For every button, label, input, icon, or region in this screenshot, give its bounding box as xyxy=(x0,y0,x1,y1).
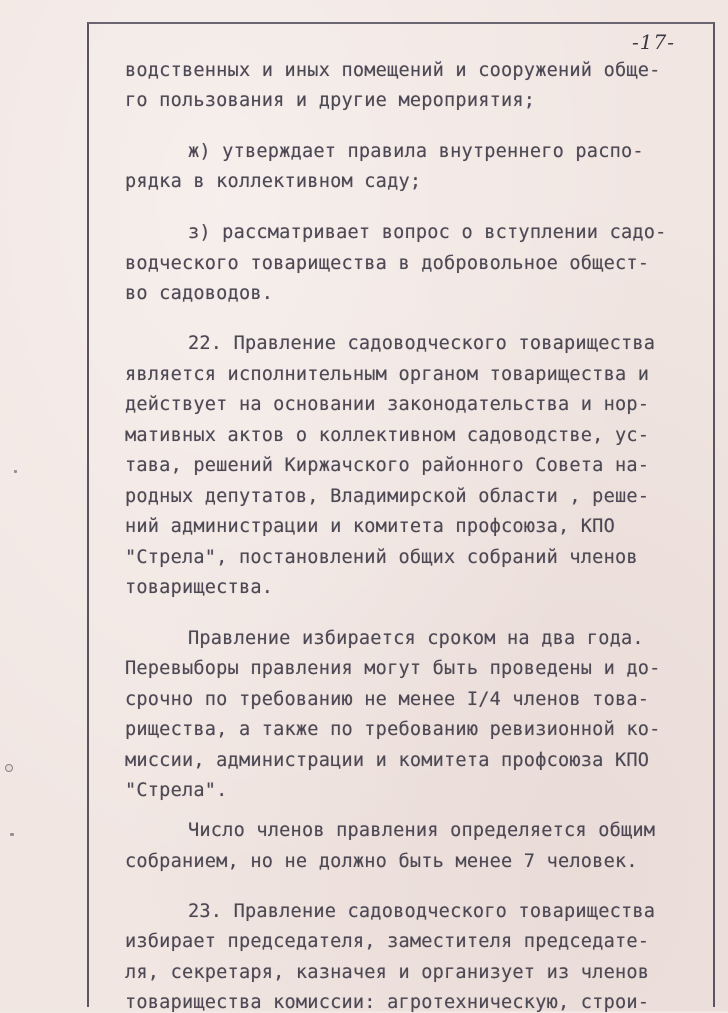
text-line: рищества, а также по требованию ревизионной ко- xyxy=(125,719,661,740)
text-line: Правление избирается сроком на два года. xyxy=(188,628,644,649)
text-line: товарищества комиссии: агротехническую, строи- xyxy=(125,992,650,1013)
paper-mark xyxy=(14,470,17,473)
page-number: -17- xyxy=(632,30,675,54)
text-line: рядка в коллективном саду; xyxy=(125,171,422,192)
text-line: срочно по требованию не менее I/4 членов това- xyxy=(125,689,650,710)
text-line: действует на основании законодательства и нор- xyxy=(125,394,650,415)
text-line: Число членов правления определяется общим xyxy=(188,820,656,841)
text-line: "Стрела". xyxy=(125,780,228,801)
paper-mark xyxy=(10,833,14,836)
text-line: Перевыборы правления могут быть проведены и до- xyxy=(125,658,661,679)
text-line: ля, секретаря, казначея и организует из членов xyxy=(125,962,650,983)
text-line: 23. Правление садоводческого товарищества xyxy=(188,901,656,922)
text-line: миссии, администрации и комитета профсоюза КПО xyxy=(125,750,650,771)
text-line: является исполнительным органом товарищества и xyxy=(125,364,650,385)
text-line: избирает председателя, заместителя председате- xyxy=(125,931,650,952)
text-line: водческого товарищества в добровольное общест- xyxy=(125,253,650,274)
text-line: 22. Правление садоводческого товарищества xyxy=(188,333,656,354)
text-line: собранием, но не должно быть менее 7 человек. xyxy=(125,851,638,872)
text-line: товарищества. xyxy=(125,577,274,598)
text-line: ж) утверждает правила внутреннего распо- xyxy=(188,141,644,162)
text-line: мативных актов о коллективном садоводстве, ус- xyxy=(125,425,650,446)
text-line: во садоводов. xyxy=(125,283,274,304)
text-line: "Стрела", постановлений общих собраний членов xyxy=(125,547,638,568)
text-line: го пользования и другие мероприятия; xyxy=(125,90,536,111)
text-line: родных депутатов, Владимирской области , реше- xyxy=(125,486,650,507)
text-line: тава, решений Киржачского районного Совета на- xyxy=(125,455,650,476)
text-line: ний администрации и комитета профсоюза, КПО xyxy=(125,516,615,537)
text-line: з) рассматривает вопрос о вступлении садо- xyxy=(188,222,667,243)
binding-hole xyxy=(5,764,13,772)
text-line: водственных и иных помещений и сооружений обще- xyxy=(125,60,661,81)
